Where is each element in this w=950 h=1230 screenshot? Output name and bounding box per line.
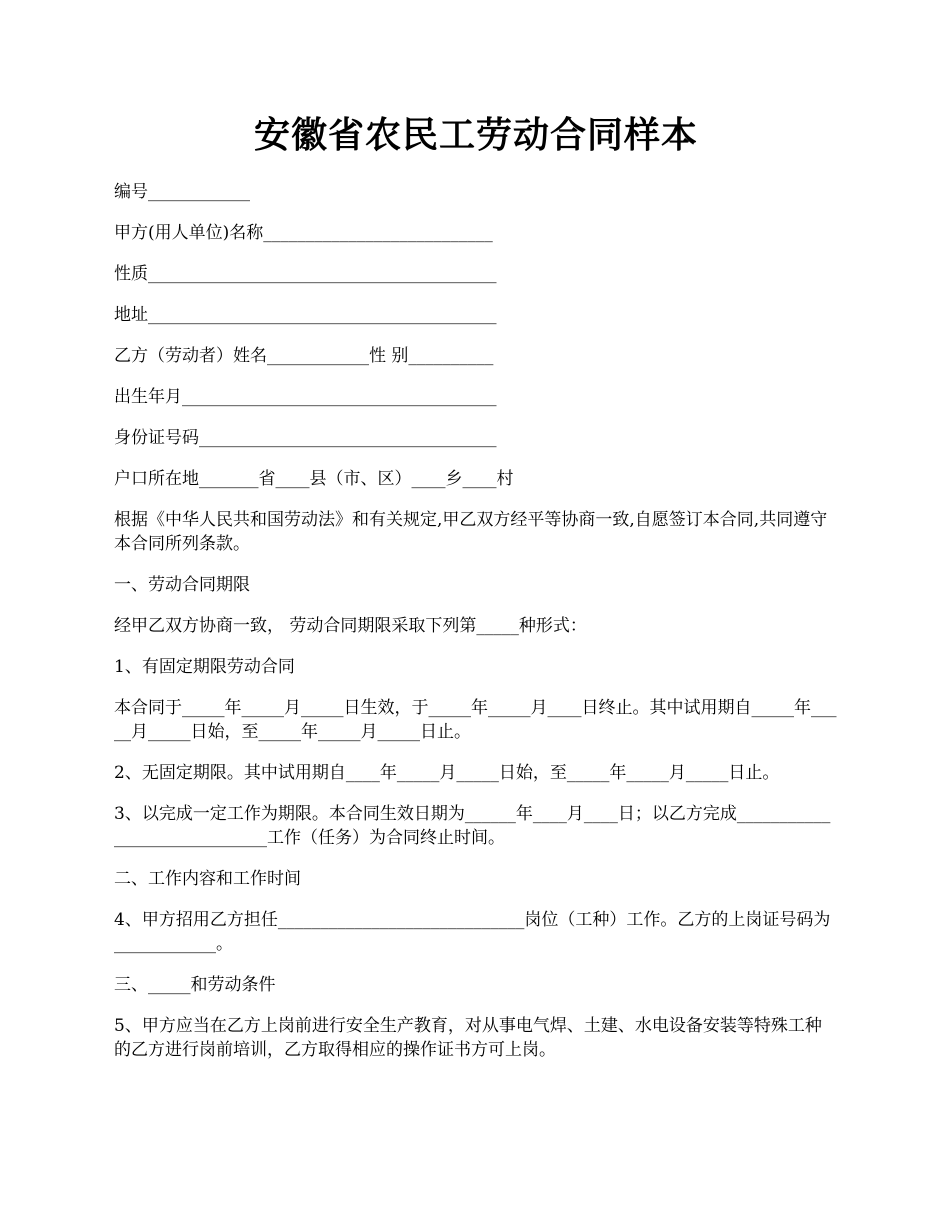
field-worker-name-gender: 乙方（劳动者）姓名____________性 别__________ <box>114 346 494 366</box>
clause-5: 5、甲方应当在乙方上岗前进行安全生产教育，对从事电气焊、土建、水电设备安装等特殊工种的乙方进行岗前培训，乙方取得相应的操作证书方可上岗。 <box>114 1016 822 1060</box>
paragraph-term-form: 经甲乙双方协商一致， 劳动合同期限采取下列第_____种形式： <box>114 616 587 636</box>
field-id-number: 身份证号码___________________________________ <box>114 428 497 448</box>
section-heading-labor-conditions: 三、_____和劳动条件 <box>114 975 276 995</box>
field-contract-number: 编号____________ <box>114 182 250 202</box>
document-body <box>114 180 838 1062</box>
clause-3: 3、以完成一定工作为期限。本合同生效日期为______年____月____日；以乙方完成_____________________________工作（任务）为合同终止时间。 <box>114 804 831 848</box>
preamble-paragraph: 根据《中华人民共和国劳动法》和有关规定,甲乙双方经平等协商一致,自愿签订本合同,共同遵守本合同所列条款。 <box>114 510 828 554</box>
field-employer-name: 甲方(用人单位)名称___________________________ <box>114 223 493 243</box>
clause-4: 4、甲方招用乙方担任_____________________________岗位（工种）工作。乙方的上岗证号码为____________。 <box>114 910 831 954</box>
field-address: 地址_________________________________________ <box>114 305 497 325</box>
field-birth-date: 出生年月_____________________________________ <box>114 387 497 407</box>
field-household-registration: 户口所在地_______省____县（市、区）____乡____村 <box>114 469 514 489</box>
clause-1-body: 本合同于_____年_____月_____日生效，于_____年_____月____日终止。其中试用期自_____年_____月_____日始，至_____年_____月_____日止。 <box>114 698 837 742</box>
clause-2: 2、无固定期限。其中试用期自____年_____月_____日始，至_____年_____月_____日止。 <box>114 763 780 783</box>
document-title: 安徽省农民工劳动合同样本 <box>253 114 698 156</box>
field-nature: 性质_________________________________________ <box>114 264 497 284</box>
section-heading-work-content: 二、工作内容和工作时间 <box>114 869 301 889</box>
section-heading-contract-term: 一、劳动合同期限 <box>114 575 250 595</box>
clause-1-heading: 1、有固定期限劳动合同 <box>114 657 295 677</box>
